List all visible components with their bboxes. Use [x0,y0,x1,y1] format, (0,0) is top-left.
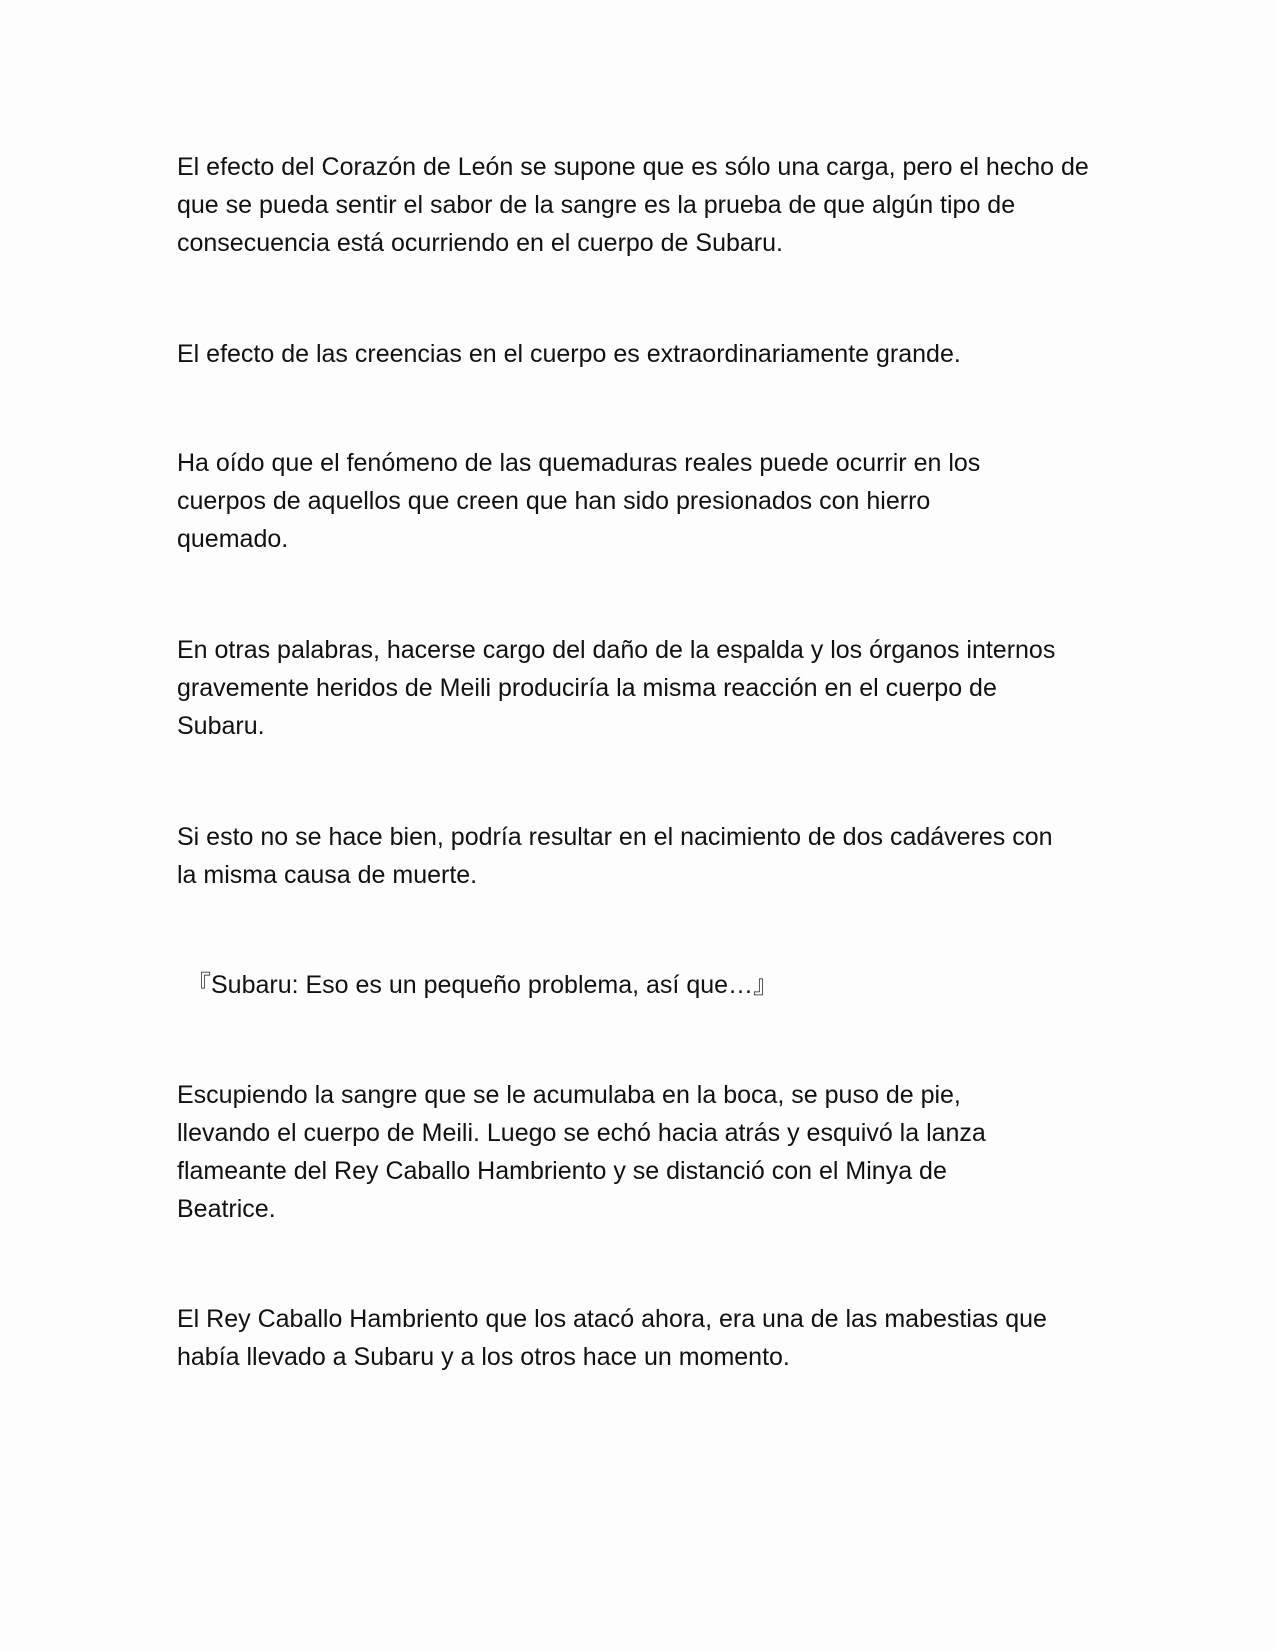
paragraph-1: El efecto del Corazón de León se supone que es sólo una carga, pero el hecho de que se pueda sentir el sabor de la sangre es la prueba de que algún tipo de consecuencia está ocurriendo en el cuerpo de Subaru. [177,153,1089,257]
paragraph-5: Si esto no se hace bien, podría resultar en el nacimiento de dos cadáveres con la misma causa de muerte. [177,823,1053,889]
paragraph-4: En otras palabras, hacerse cargo del daño de la espalda y los órganos internos gravemente heridos de Meili produciría la misma reacción en el cuerpo de Subaru. [177,636,1056,740]
paragraph-8: El Rey Caballo Hambriento que los atacó ahora, era una de las mabestias que había llevado a Subaru y a los otros hace un momento. [177,1305,1047,1371]
dialogue-line: 『Subaru: Eso es un pequeño problema, así que…』 [186,971,779,999]
paragraph-3: Ha oído que el fenómeno de las quemaduras reales puede ocurrir en los cuerpos de aquellos que creen que han sido presionados con hierro quemado. [177,449,981,553]
paragraph-7: Escupiendo la sangre que se le acumulaba en la boca, se puso de pie, llevando el cuerpo de Meili. Luego se echó hacia atrás y esquivó la lanza flameante del Rey Caballo Hambriento y se distanció con el Minya de Beatrice. [177,1081,986,1223]
paragraph-2: El efecto de las creencias en el cuerpo es extraordinariamente grande. [177,340,961,368]
